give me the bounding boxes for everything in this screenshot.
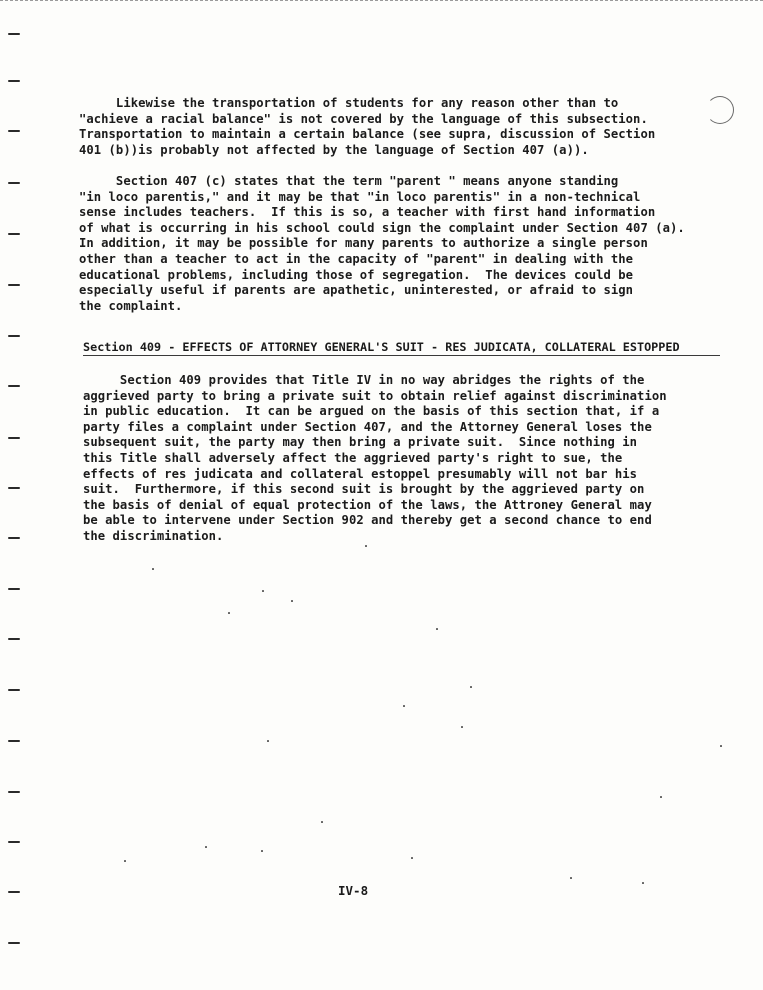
margin-tick [8,284,20,286]
text-line: In addition, it may be possible for many parents to authorize a single person [79,236,648,251]
text-line: educational problems, including those of segregation. The devices could be [79,267,634,282]
margin-tick [8,437,20,439]
paragraph-section-409 [83,373,667,545]
section-409-heading: Section 409 - EFFECTS OF ATTORNEY GENERAL'S SUIT - RES JUDICATA, COLLATERAL ESTOPPED [83,340,680,354]
text-line: sense includes teachers. If this is so, a teacher with first hand information [79,205,656,220]
margin-tick [8,891,20,893]
text-line: of what is occurring in his school could sign the complaint under Section 407 (a). [79,220,685,235]
margin-tick [8,537,20,539]
heading-underline [83,355,720,356]
margin-tick [8,740,20,742]
margin-tick [8,385,20,387]
text-line: effects of res judicata and collateral estoppel presumably will not bar his [83,466,638,481]
margin-tick [8,942,20,944]
margin-tick [8,335,20,337]
text-line: suit. Furthermore, if this second suit is brought by the aggrieved party on [83,482,645,497]
text-line: subsequent suit, the party may then bring a private suit. Since nothing in [83,435,638,450]
margin-tick [8,487,20,489]
text-line: Section 409 provides that Title IV in no way abridges the rights of the [83,373,645,387]
margin-tick [8,638,20,640]
page-top-edge [0,0,763,1]
margin-tick [8,80,20,82]
paragraph-section-407c [79,174,685,314]
text-line: this Title shall adversely affect the aggrieved party's right to sue, the [83,450,623,465]
text-line: 401 (b))is probably not affected by the language of Section 407 (a)). [79,142,589,157]
margin-tick [8,791,20,793]
margin-tick [8,130,20,132]
text-line: the discrimination. [83,528,224,543]
text-line: aggrieved party to bring a private suit to obtain relief against discrimination [83,388,667,403]
margin-tick [8,588,20,590]
text-line: be able to intervene under Section 902 and thereby get a second chance to end [83,513,652,528]
binder-margin-marks [0,0,24,990]
text-line: the complaint. [79,298,183,313]
page-number: IV-8 [338,883,369,898]
text-line: Likewise the transportation of students for any reason other than to [79,96,619,110]
paragraph-transportation [79,96,655,158]
margin-tick [8,182,20,184]
margin-tick [8,689,20,691]
text-line: other than a teacher to act in the capacity of "parent" in dealing with the [79,251,634,266]
margin-tick [8,841,20,843]
margin-tick [8,233,20,235]
text-line: especially useful if parents are apathetic, uninterested, or afraid to sign [79,283,634,298]
text-line: "in loco parentis," and it may be that "in loco parentis" in a non-technical [79,189,641,204]
text-line: party files a complaint under Section 407, and the Attorney General loses the [83,419,652,434]
hole-punch-mark [706,96,734,124]
text-line: Section 407 (c) states that the term "parent " means anyone standing [79,174,619,188]
text-line: in public education. It can be argued on the basis of this section that, if a [83,404,660,419]
text-line: "achieve a racial balance" is not covered by the language of this subsection. [79,111,648,126]
margin-tick [8,33,20,35]
text-line: Transportation to maintain a certain balance (see supra, discussion of Section [79,127,656,142]
text-line: the basis of denial of equal protection of the laws, the Attroney General may [83,497,652,512]
